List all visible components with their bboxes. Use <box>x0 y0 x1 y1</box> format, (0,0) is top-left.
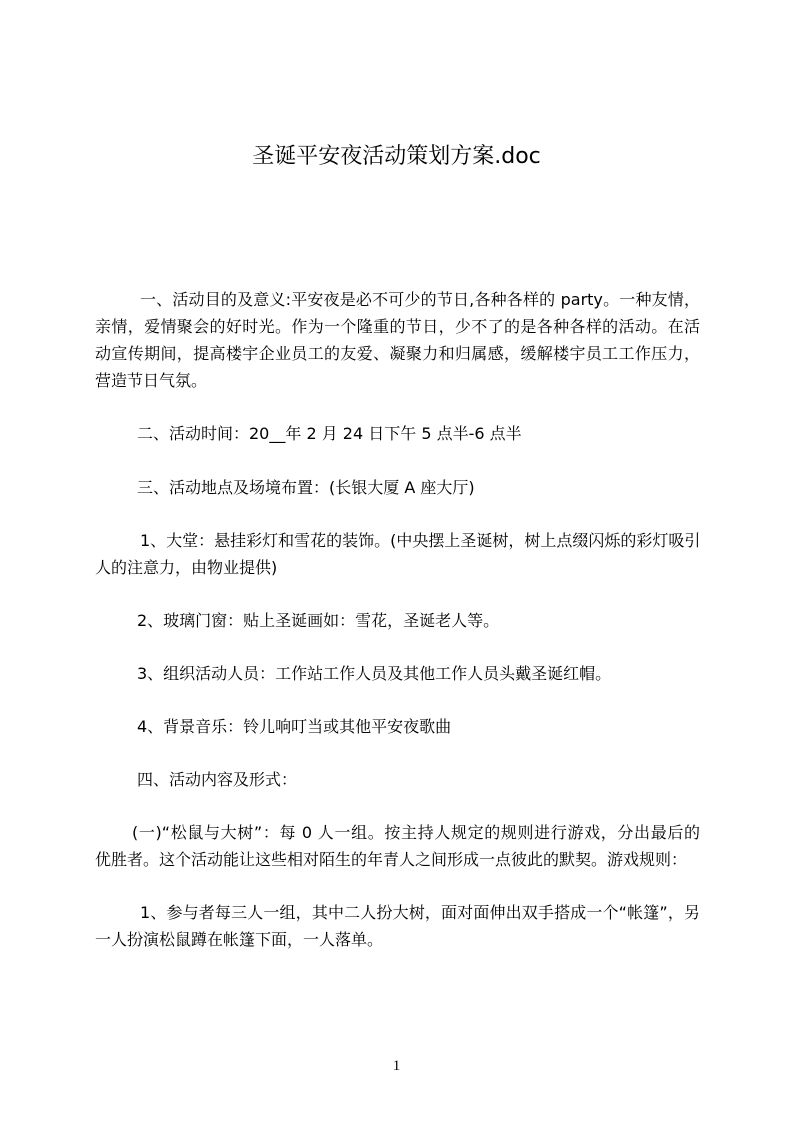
paragraph-venue <box>95 474 700 501</box>
paragraph-line: 四、活动内容及形式： <box>137 770 298 789</box>
paragraph-lobby <box>95 527 700 581</box>
paragraph-time <box>95 420 700 447</box>
paragraph-line: 动宣传期间，提高楼宇企业员工的友爱、凝聚力和归属感，缓解楼宇员工工作压力， <box>95 344 700 363</box>
paragraph-line: 优胜者。这个活动能让这些相对陌生的年青人之间形成一点彼此的默契。游戏规则： <box>95 850 688 869</box>
paragraph-glass-doors <box>95 607 700 634</box>
document-title: 圣诞平安夜活动策划方案.doc <box>252 144 541 169</box>
paragraph-line: 三、活动地点及场境布置：(长银大厦 A 座大厅) <box>137 478 475 497</box>
paragraph-line: 一、活动目的及意义:平安夜是必不可少的节日,各种各样的 party。一种友情， <box>140 290 700 309</box>
paragraph-line: (一)“松鼠与大树”：每 0 人一组。按主持人规定的规则进行游戏，分出最后的 <box>132 823 700 842</box>
paragraph-line: 人的注意力，由物业提供) <box>95 558 278 577</box>
paragraph-line: 1、参与者每三人一组，其中二人扮大树，面对面伸出双手搭成一个“帐篷”，另 <box>140 903 700 922</box>
page-number: 1 <box>392 1058 401 1074</box>
paragraph-line: 一人扮演松鼠蹲在帐篷下面，一人落单。 <box>95 930 384 949</box>
paragraph-game-rule-1 <box>95 899 700 953</box>
paragraph-line: 二、活动时间：20__年 2 月 24 日下午 5 点半-6 点半 <box>137 424 522 443</box>
paragraph-staff <box>95 660 700 687</box>
paragraph-game-intro <box>95 819 700 873</box>
paragraph-content-heading <box>95 766 700 793</box>
paragraph-line: 1、大堂：悬挂彩灯和雪花的装饰。(中央摆上圣诞树，树上点缀闪烁的彩灯吸引 <box>140 531 701 550</box>
paragraph-line: 4、背景音乐：铃儿响叮当或其他平安夜歌曲 <box>137 717 452 736</box>
paragraph-line: 3、组织活动人员：工作站工作人员及其他工作人员头戴圣诞红帽。 <box>137 664 612 683</box>
paragraph-music <box>95 713 700 740</box>
paragraph-line: 2、玻璃门窗：贴上圣诞画如：雪花，圣诞老人等。 <box>137 611 500 630</box>
paragraph-line: 亲情，爱情聚会的好时光。作为一个隆重的节日，少不了的是各种各样的活动。在活 <box>95 317 700 336</box>
paragraph-line: 营造节日气氛。 <box>95 371 208 390</box>
paragraph-purpose <box>95 286 700 394</box>
